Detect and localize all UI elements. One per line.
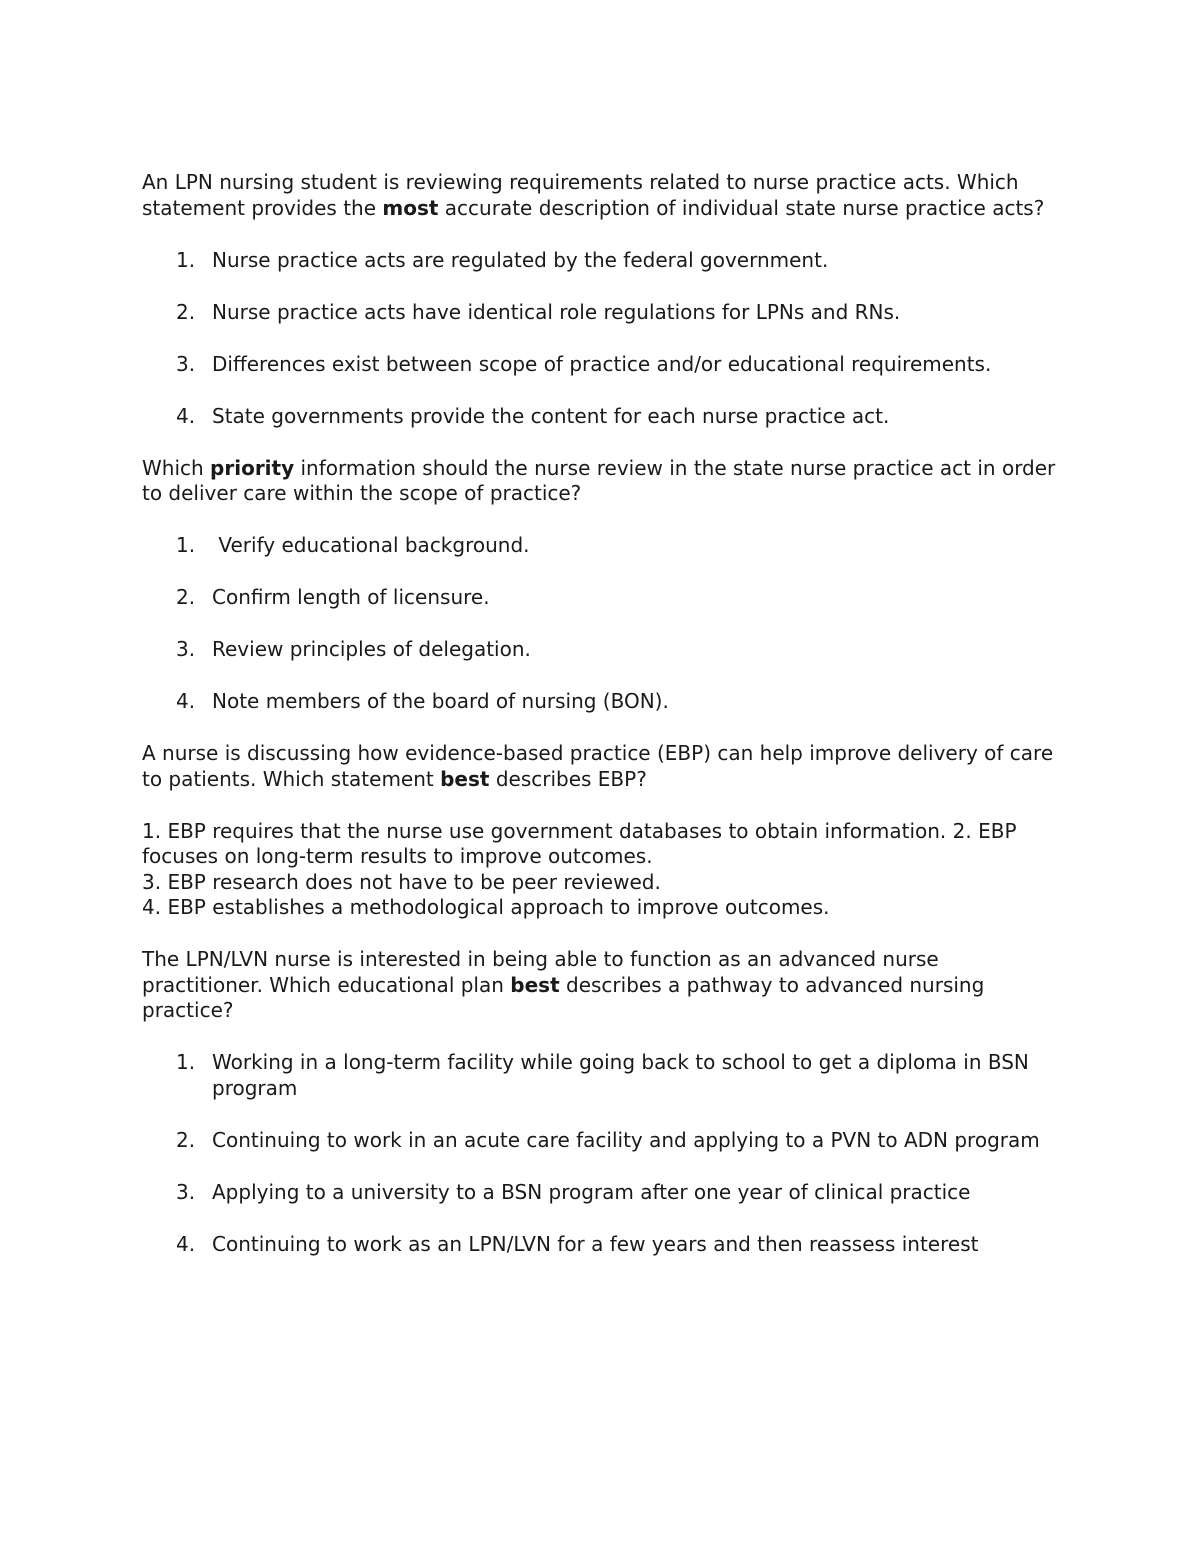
question-4-options (142, 1050, 1057, 1257)
option-item: 3. Differences exist between scope of practice and/or educational requirements. (176, 351, 992, 376)
option-item: 2. Continuing to work in an acute care facility and applying to a PVN to ADN program (176, 1127, 1040, 1152)
option-line: 4. EBP establishes a methodological approach to improve outcomes. (142, 895, 830, 919)
question-2-options (142, 533, 1057, 715)
question-1-stem: An LPN nursing student is reviewing requirements related to nurse practice acts. Which statement provides the most accurate description of individual state nurse practice acts? (142, 170, 1045, 220)
option-item: 2. Confirm length of licensure. (176, 585, 490, 609)
question-3-options (142, 819, 1057, 921)
emphasis-word: best (440, 766, 490, 791)
option-line: 1. EBP requires that the nurse use government databases to obtain information. 2. EBP focuses on long-term results to improve outcomes. (142, 818, 1017, 868)
emphasis-word: best (510, 972, 560, 997)
option-item: 4. Continuing to work as an LPN/LVN for a few years and then reassess interest (176, 1231, 979, 1256)
question-4-stem: The LPN/LVN nurse is interested in being able to function as an advanced nurse practitioner. Which educational plan best describes a pathway to advanced nursing practice? (142, 947, 985, 1022)
question-3-stem: A nurse is discussing how evidence-based practice (EBP) can help improve delivery of care to patients. Which statement best describes EBP? (142, 741, 1054, 791)
question-2-stem: Which priority information should the nurse review in the state nurse practice act in order to deliver care within the scope of practice? (142, 455, 1056, 505)
option-item: 3. Review principles of delegation. (176, 637, 531, 661)
option-item: 4. Note members of the board of nursing (BON). (176, 689, 669, 713)
option-item: 1. Nurse practice acts are regulated by the federal government. (176, 247, 829, 272)
option-item: 1. Working in a long-term facility while going back to school to get a diploma in BSN program (176, 1050, 1029, 1100)
option-item: 3. Applying to a university to a BSN program after one year of clinical practice (176, 1179, 971, 1204)
option-item: 1. Verify educational background. (176, 533, 530, 557)
emphasis-word: most (382, 195, 439, 220)
document-page (142, 170, 1057, 1257)
option-item: 4. State governments provide the content for each nurse practice act. (176, 403, 890, 428)
option-line: 3. EBP research does not have to be peer reviewed. (142, 869, 661, 894)
option-item: 2. Nurse practice acts have identical role regulations for LPNs and RNs. (176, 299, 901, 324)
emphasis-word: priority (210, 455, 295, 480)
question-1-options (142, 248, 1057, 430)
